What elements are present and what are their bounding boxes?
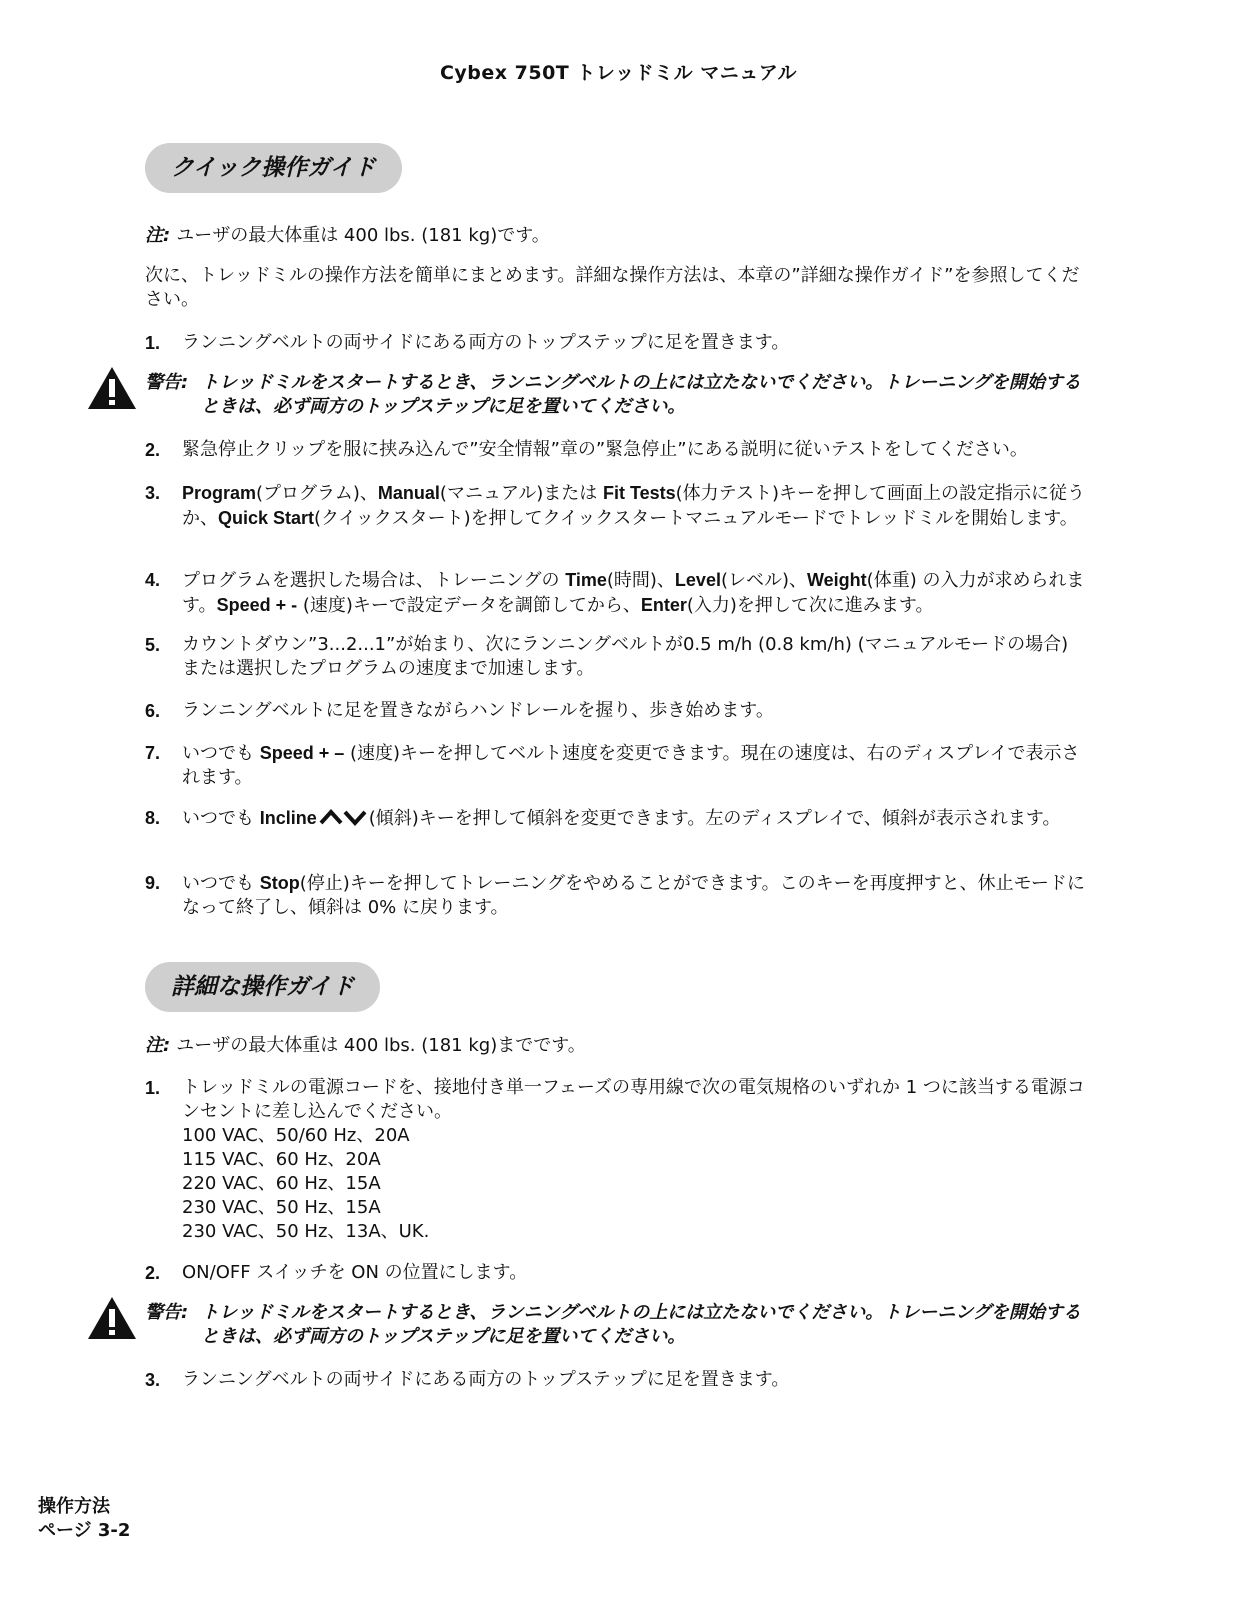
text-run: (マニュアル)または bbox=[439, 483, 603, 504]
list-item bbox=[145, 1261, 1085, 1285]
text-run: (クイックスタート)を押してクイックスタートマニュアルモードでトレッドミルを開始します。 bbox=[314, 508, 1078, 529]
note-text: ユーザの最大体重は 400 lbs. (181 kg)までです。 bbox=[176, 1035, 586, 1056]
warning-line-2: ときは、必ず両方のトップステップに足を置いてください。 bbox=[201, 396, 686, 417]
warning-block bbox=[86, 1301, 1096, 1349]
text-run: (停止)キーを押してトレーニングをやめることができます。このキーを再度押すと、休止モードになって終了し、傾斜は 0% に戻ります。 bbox=[182, 873, 1085, 918]
incline-up-down-icon bbox=[319, 808, 367, 826]
list-item bbox=[145, 331, 1085, 355]
warning-block bbox=[86, 371, 1096, 419]
fit-tests-key: Fit Tests bbox=[602, 483, 676, 503]
manual-key: Manual bbox=[377, 483, 440, 503]
footer-page-number: ページ 3-2 bbox=[38, 1520, 131, 1541]
enter-key: Enter bbox=[640, 595, 687, 615]
warning-triangle-icon bbox=[86, 365, 138, 411]
text-run: (速度)キーで設定データを調節してから、 bbox=[297, 595, 641, 616]
text-run: いつでも bbox=[182, 808, 260, 829]
item-text: カウントダウン”3...2...1”が始まり、次にランニングベルトが0.5 m/h (0.8 km/h) (マニュアルモードの場合)または選択したプログラムの速度まで加速します。 bbox=[182, 634, 1069, 679]
level-key: Level bbox=[674, 570, 721, 590]
list-item bbox=[145, 568, 1085, 618]
list-item bbox=[145, 871, 1085, 920]
page-header: Cybex 750T トレッドミル マニュアル bbox=[439, 62, 798, 84]
item-number: 8. bbox=[145, 808, 161, 828]
detail-note bbox=[145, 1034, 1085, 1058]
page-footer bbox=[38, 1495, 130, 1543]
text-run: (レベル)、 bbox=[720, 570, 807, 591]
note-label: 注: bbox=[145, 225, 171, 246]
text-run: プログラムを選択した場合は、トレーニングの bbox=[182, 570, 566, 591]
speed-key: Speed + - bbox=[216, 595, 298, 615]
text-run: いつでも bbox=[182, 743, 260, 764]
note-label: 注: bbox=[145, 1035, 171, 1056]
text-run: (プログラム)、 bbox=[256, 483, 378, 504]
speed-key: Speed + – bbox=[259, 743, 345, 763]
item-number: 1. bbox=[145, 333, 161, 353]
item-number: 5. bbox=[145, 635, 161, 655]
quick-start-key: Quick Start bbox=[218, 508, 315, 528]
item-text: ランニングベルトの両サイドにある両方のトップステップに足を置きます。 bbox=[182, 1369, 790, 1390]
item-text bbox=[182, 741, 1085, 790]
warning-triangle-icon bbox=[86, 1295, 138, 1341]
text-run: (体力テスト)キーを押して画面上の設定指示に従うか、 bbox=[182, 483, 1085, 529]
text-run: (速度)キーを押してベルト速度を変更できます。現在の速度は、右のディスプレイで表示されます。 bbox=[182, 743, 1080, 788]
item-text bbox=[182, 871, 1085, 920]
item-text: 緊急停止クリップを服に挟み込んで”安全情報”章の”緊急停止”にある説明に従いテストをしてください。 bbox=[182, 439, 1028, 460]
footer-section: 操作方法 bbox=[38, 1496, 110, 1517]
quick-intro: 次に、トレッドミルの操作方法を簡単にまとめます。詳細な操作方法は、本章の”詳細な操作ガイド”を参照してください。 bbox=[145, 265, 1080, 310]
text-run: いつでも bbox=[182, 873, 260, 894]
text-run: (時間)、 bbox=[606, 570, 675, 591]
list-item bbox=[145, 1076, 1085, 1244]
power-spec: 230 VAC、50 Hz、13A、UK. bbox=[182, 1221, 430, 1242]
item-text: ON/OFF スイッチを ON の位置にします。 bbox=[182, 1262, 528, 1283]
warning-label: 警告: bbox=[145, 372, 189, 393]
time-key: Time bbox=[565, 570, 607, 590]
item-number: 2. bbox=[145, 440, 161, 460]
warning-label: 警告: bbox=[145, 1302, 189, 1323]
item-number: 1. bbox=[145, 1078, 161, 1098]
list-item bbox=[145, 1368, 1085, 1392]
text-run: トレッドミルの電源コードを、接地付き単一フェーズの専用線で次の電気規格のいずれか 1 つに該当する電源コンセントに差し込んでください。 bbox=[182, 1077, 1085, 1122]
item-number: 2. bbox=[145, 1263, 161, 1283]
item-text: ランニングベルトの両サイドにある両方のトップステップに足を置きます。 bbox=[182, 332, 790, 353]
power-spec: 100 VAC、50/60 Hz、20A bbox=[182, 1125, 410, 1146]
item-text bbox=[182, 806, 1085, 831]
text-run: (体重) の入力が求められます。 bbox=[182, 570, 1085, 616]
item-text bbox=[182, 568, 1085, 618]
incline-key: Incline bbox=[259, 808, 317, 828]
item-number: 9. bbox=[145, 873, 161, 893]
section-heading-quick: クイック操作ガイド bbox=[145, 143, 402, 193]
weight-key: Weight bbox=[807, 570, 867, 590]
item-number: 7. bbox=[145, 743, 161, 763]
power-spec: 230 VAC、50 Hz、15A bbox=[182, 1197, 381, 1218]
list-item bbox=[145, 481, 1085, 531]
program-key: Program bbox=[182, 483, 257, 503]
item-text bbox=[182, 481, 1085, 531]
list-item bbox=[145, 438, 1085, 462]
text-run: (傾斜)キーを押して傾斜を変更できます。左のディスプレイで、傾斜が表示されます。 bbox=[368, 808, 1061, 829]
warning-text bbox=[201, 1301, 1096, 1349]
warning-line-2: ときは、必ず両方のトップステップに足を置いてください。 bbox=[201, 1326, 686, 1347]
item-text bbox=[182, 1076, 1085, 1244]
list-item bbox=[145, 699, 1085, 723]
section-heading-detail: 詳細な操作ガイド bbox=[145, 962, 380, 1012]
power-spec: 115 VAC、60 Hz、20A bbox=[182, 1149, 381, 1170]
warning-text bbox=[201, 371, 1096, 419]
item-number: 3. bbox=[145, 1370, 161, 1390]
note-text: ユーザの最大体重は 400 lbs. (181 kg)です。 bbox=[176, 225, 550, 246]
quick-note bbox=[145, 224, 1085, 248]
list-item bbox=[145, 741, 1085, 790]
stop-key: Stop bbox=[259, 873, 300, 893]
item-text: ランニングベルトに足を置きながらハンドレールを握り、歩き始めます。 bbox=[182, 700, 774, 721]
warning-line-1: トレッドミルをスタートするとき、ランニングベルトの上には立たないでください。トレーニングを開始する bbox=[201, 372, 1081, 393]
warning-line-1: トレッドミルをスタートするとき、ランニングベルトの上には立たないでください。トレーニングを開始する bbox=[201, 1302, 1081, 1323]
item-number: 3. bbox=[145, 483, 161, 503]
list-item bbox=[145, 633, 1085, 681]
list-item bbox=[145, 806, 1085, 831]
text-run: (入力)を押して次に進みます。 bbox=[686, 595, 934, 616]
item-number: 6. bbox=[145, 701, 161, 721]
item-number: 4. bbox=[145, 570, 161, 590]
power-spec: 220 VAC、60 Hz、15A bbox=[182, 1173, 381, 1194]
